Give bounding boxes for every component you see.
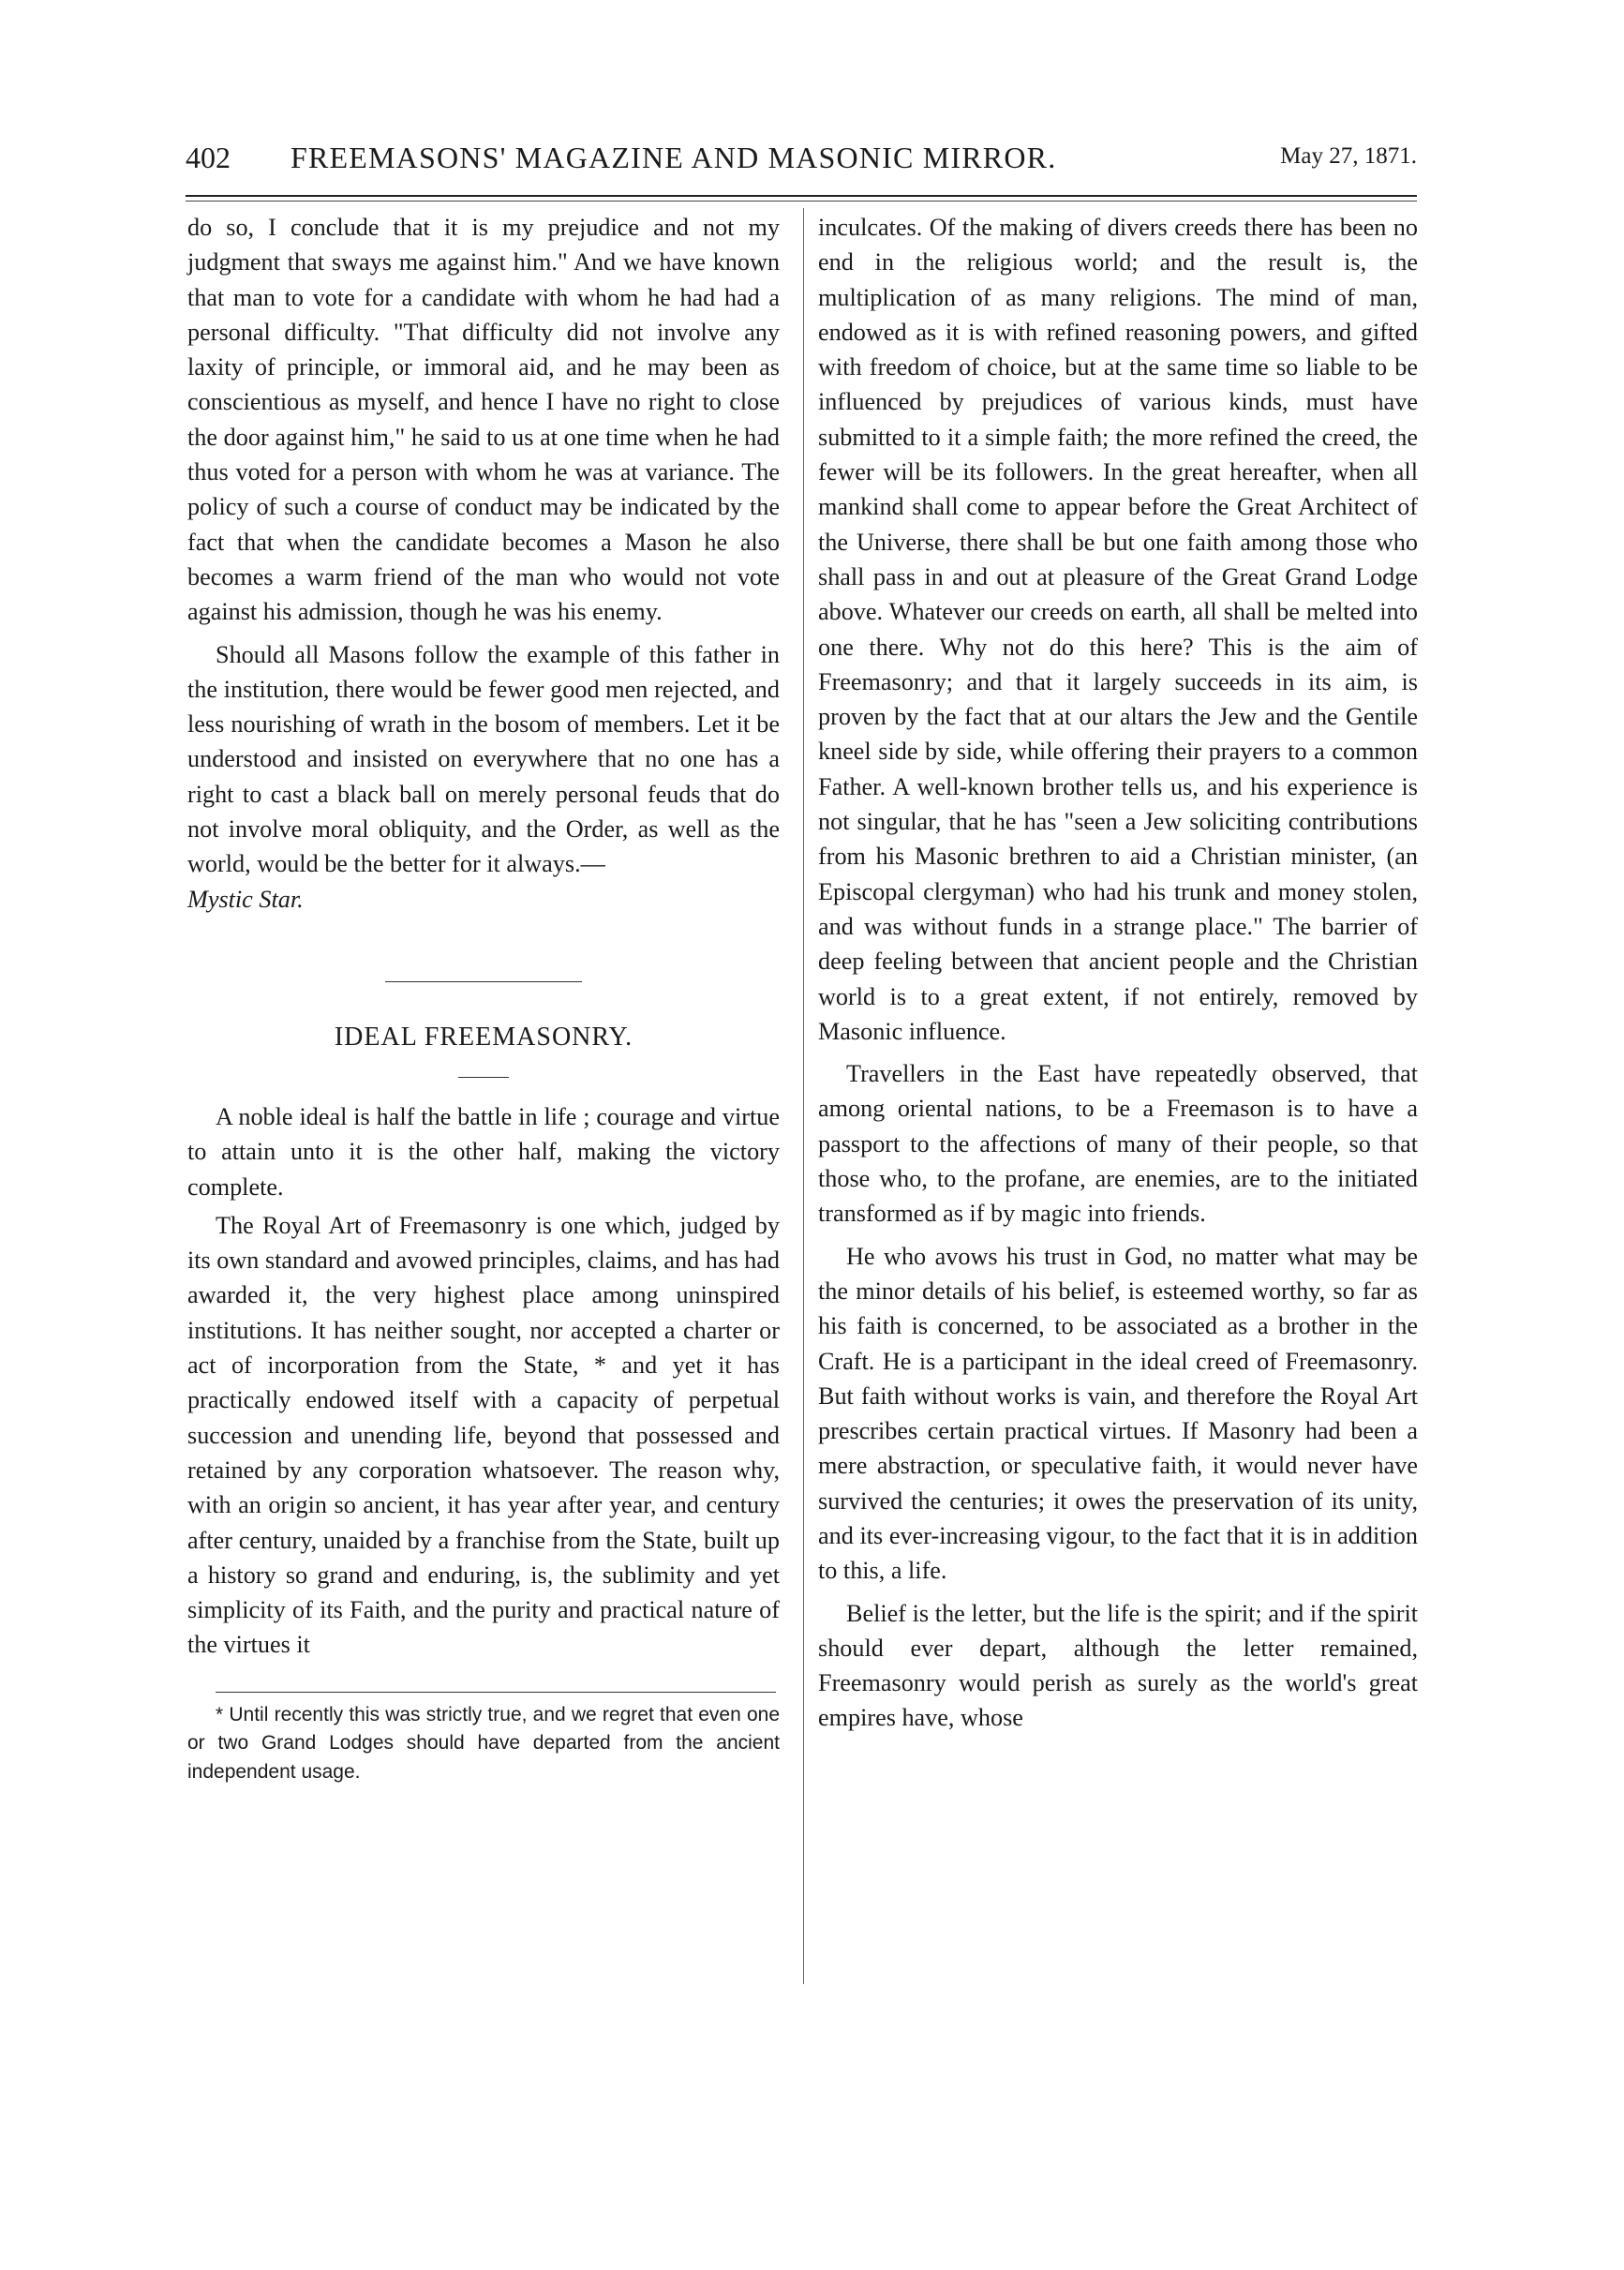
issue-date: May 27, 1871. [1280, 143, 1417, 169]
header-rule [186, 195, 1417, 197]
paragraph: A noble ideal is half the battle in life ; courage and virtue to attain unto it is the other half, making the victory complete. [187, 1102, 780, 1201]
paragraph: Belief is the letter, but the life is the spirit; and if the spirit should ever depart, although the letter remained, Freemasonry would perish as surely as the world's great empires have, whose [818, 1599, 1418, 1732]
column-divider [803, 208, 804, 1984]
title-rule [458, 1077, 509, 1078]
footnote-rule [216, 1692, 776, 1693]
right-column [818, 210, 1418, 1736]
signature: Mystic Star. [187, 885, 304, 913]
article-title: IDEAL FREEMASONRY. [334, 1022, 633, 1052]
page-number: 402 [186, 141, 231, 174]
page-header [186, 141, 1417, 186]
section-divider [385, 981, 582, 982]
footnote: * Until recently this was strictly true, and we regret that even one or two Grand Lodges should have departed from the ancient independent usage. [187, 1703, 780, 1783]
paragraph: Should all Masons follow the example of this father in the institution, there would be fewer good men rejected, and less nourishing of wrath in the bosom of members. Let it be understood and insisted on everywhere that no one has a right to cast a black ball on merely personal feuds that do not involve moral obliquity, and the Order, as well as the world, would be the better for it always.— [187, 640, 780, 878]
left-column [187, 210, 780, 1786]
header-rule-thin [186, 201, 1417, 202]
running-title: FREEMASONS' MAGAZINE AND MASONIC MIRROR. [291, 141, 1057, 174]
paragraph: The Royal Art of Freemasonry is one which, judged by its own standard and avowed principles, claims, and has had awarded it, the very highest place among uninspired institutions. It has neither sought, nor accepted a charter or act of incorporation from the State, * and yet it has practically endowed itself with a capacity of perpetual succession and unending life, beyond that possessed and retained by any corporation whatsoever. The reason why, with an origin so ancient, it has year after year, and century after century, unaided by a franchise from the State, built up a history so grand and enduring, is, the sublimity and yet simplicity of its Faith, and the purity and practical nature of the virtues it [187, 1211, 780, 1659]
paragraph: He who avows his trust in God, no matter what may be the minor details of his belief, is esteemed worthy, so far as his faith is concerned, to be associated as a brother in the Craft. He is a participant in the ideal creed of Freemasonry. But faith without works is vain, and therefore the Royal Art prescribes certain practical virtues. If Masonry had been a mere abstraction, or speculative faith, it would never have survived the centuries; it owes the preservation of its unity, and its ever-increasing vigour, to the fact that it is in addition to this, a life. [818, 1242, 1418, 1585]
paragraph: do so, I conclude that it is my prejudice and not my judgment that sways me against him." And we have known that man to vote for a candidate with whom he had had a personal difficulty. "That difficulty did not involve any laxity of principle, or immoral aid, and he may been as conscientious as myself, and hence I have no right to close the door against him," he said to us at one time when he had thus voted for a person with whom he was at variance. The policy of such a course of conduct may be indicated by the fact that when the candidate becomes a Mason he also becomes a warm friend of the man who would not vote against his admission, though he was his enemy. [187, 214, 780, 626]
paragraph: inculcates. Of the making of divers creeds there has been no end in the religious world; and the result is, the multiplication of as many religions. The mind of man, endowed as it is with refined reasoning powers, and gifted with freedom of choice, but at the same time so liable to be influenced by prejudices of various kinds, must have submitted to it a simple faith; the more refined the creed, the fewer will be its followers. In the great hereafter, when all mankind shall come to appear before the Great Architect of the Universe, there shall be but one faith among those who shall pass in and out at pleasure of the Great Grand Lodge above. Whatever our creeds on earth, all shall be melted into one there. Why not do this here? This is the aim of Freemasonry; and that it largely succeeds in its aim, is proven by the fact that at our altars the Jew and the Gentile kneel side by side, while offering their prayers to a common Father. A well-known brother tells us, and his experience is not singular, that he has "seen a Jew soliciting contributions from his Masonic brethren to aid a Christian minister, (an Episcopal clergyman) who had his trunk and money stolen, and was without funds in a strange place." The barrier of deep feeling between that ancient people and the Christian world is to a great extent, if not entirely, removed by Masonic influence. [818, 214, 1418, 1045]
paragraph: Travellers in the East have repeatedly observed, that among oriental nations, to be a Freemason is to have a passport to the affections of many of their people, so that those who, to the profane, are enemies, are to the initiated transformed as if by magic into friends. [818, 1060, 1418, 1228]
